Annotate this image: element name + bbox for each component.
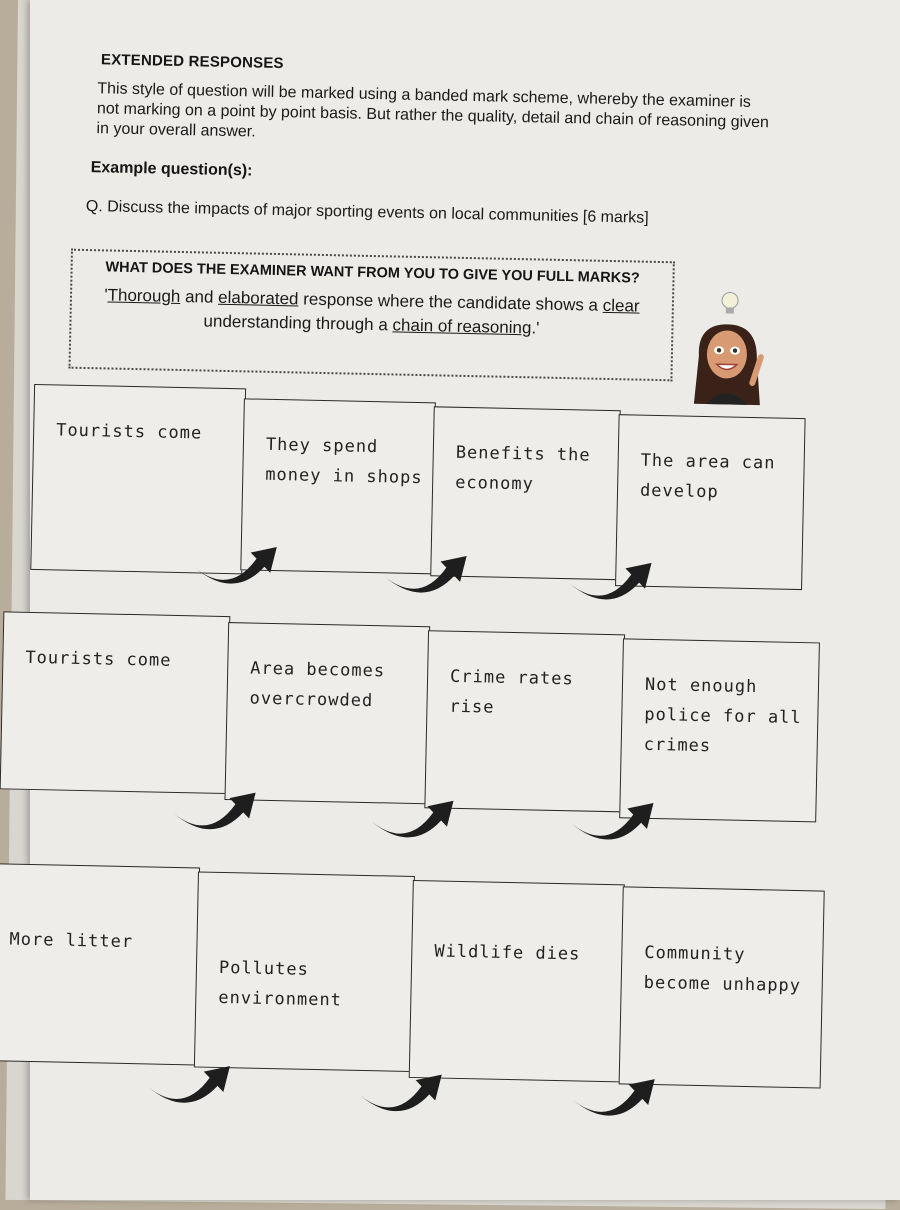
curved-arrow-icon: [355, 1065, 446, 1117]
curved-arrow-icon: [143, 1056, 234, 1108]
intro-paragraph: This style of question will be marked using a banded mark scheme, whereby the examiner is not marking on a point by point basis. But rather the quality, detail and chain of reasoning given in your overall answer.: [96, 80, 770, 141]
chain-box: Tourists come: [30, 384, 246, 574]
chain-box: They spend money in shops: [240, 398, 436, 574]
chain-box: Community become unhappy: [619, 886, 825, 1088]
chain-box: Pollutes environment: [194, 871, 415, 1072]
examiner-title: WHAT DOES THE EXAMINER WANT FROM YOU TO GIVE YOU FULL MARKS?: [105, 259, 640, 287]
curved-arrow-icon: [169, 783, 260, 835]
keyword-clear: clear: [602, 295, 640, 316]
curved-arrow-icon: [190, 537, 281, 589]
examiner-box: [68, 249, 674, 382]
chain-box: Benefits the economy: [430, 406, 621, 580]
flow-chain: [0, 863, 808, 1080]
chain-box: Crime rates rise: [424, 630, 625, 812]
keyword-thorough: Thorough: [107, 285, 181, 306]
curved-arrow-icon: [567, 793, 658, 845]
curved-arrow-icon: [568, 1069, 659, 1121]
keyword-elaborated: elaborated: [217, 287, 299, 309]
chain-box: Tourists come: [0, 611, 230, 794]
keyword-chain-of-reasoning: chain of reasoning: [392, 315, 532, 338]
chain-box: Area becomes overcrowded: [224, 622, 430, 804]
chain-box: The area can develop: [615, 414, 806, 590]
curved-arrow-icon: [380, 546, 471, 598]
curved-arrow-icon: [565, 553, 656, 605]
flow-chain: [30, 384, 854, 601]
chain-box: Not enough police for all crimes: [619, 638, 820, 822]
flow-chain: [0, 611, 823, 828]
examiner-quote: 'Thorough and elaborated response where the candidate shows a clear understanding through a chain of reasoning.': [104, 285, 640, 338]
section-heading: EXTENDED RESPONSES: [100, 51, 284, 73]
example-question: Q. Discuss the impacts of major sporting events on local communities [6 marks]: [85, 197, 649, 227]
curved-arrow-icon: [367, 791, 458, 843]
example-label: Example question(s):: [90, 159, 253, 180]
chain-box: More litter: [0, 863, 200, 1065]
chain-box: Wildlife dies: [409, 880, 625, 1082]
